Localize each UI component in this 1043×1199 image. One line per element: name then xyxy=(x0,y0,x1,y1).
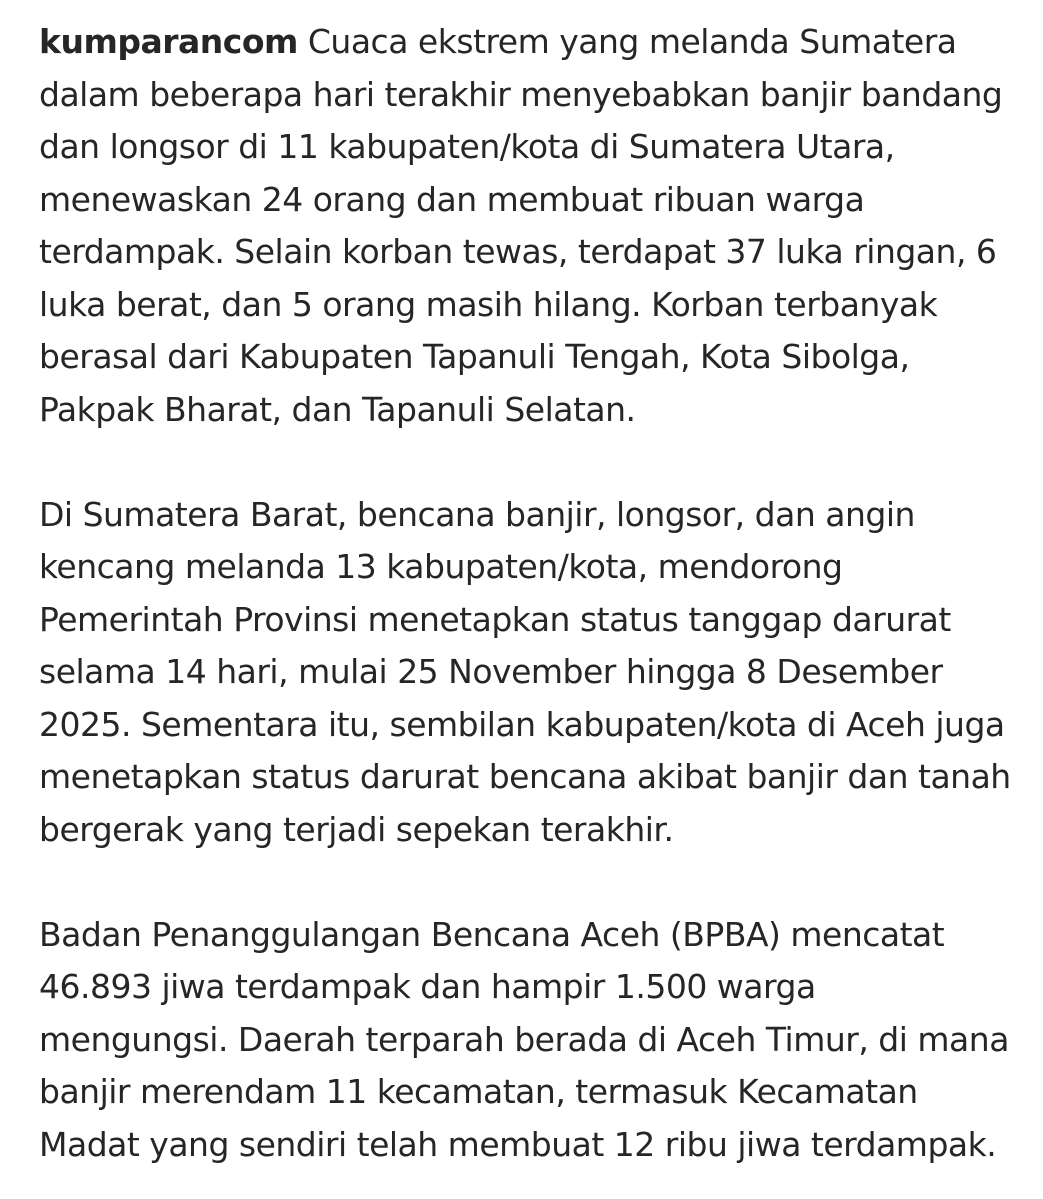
caption-paragraph-3: Badan Penanggulangan Bencana Aceh (BPBA) mencatat 46.893 jiwa terdampak dan hampir 1.500 warga mengungsi. Daerah terparah berada di Aceh Timur, di mana banjir merendam 11 kecamatan, termasuk Kecamatan Madat yang sendiri telah membuat 12 ribu jiwa terdampak. xyxy=(39,914,1009,1164)
caption-paragraph-1 xyxy=(39,16,1014,436)
username-link[interactable]: kumparancom xyxy=(39,22,298,61)
caption-text-1: Cuaca ekstrem yang melanda Sumatera dalam beberapa hari terakhir menyebabkan banjir bandang dan longsor di 11 kabupaten/kota di Sumatera Utara, menewaskan 24 orang dan membuat ribuan warga terdampak. Selain korban tewas, terdapat 37 luka ringan, 6 luka berat, dan 5 orang masih hilang. Korban terbanyak berasal dari Kabupaten Tapanuli Tengah, Kota Sibolga, Pakpak Bharat, dan Tapanuli Selatan. xyxy=(39,22,1003,429)
post-caption xyxy=(39,16,1014,1171)
caption-paragraph-2: Di Sumatera Barat, bencana banjir, longsor, dan angin kencang melanda 13 kabupaten/kota, mendorong Pemerintah Provinsi menetapkan status tanggap darurat selama 14 hari, mulai 25 November hingga 8 Desember 2025. Sementara itu, sembilan kabupaten/kota di Aceh juga menetapkan status darurat bencana akibat banjir dan tanah bergerak yang terjadi sepekan terakhir. xyxy=(39,494,1011,849)
